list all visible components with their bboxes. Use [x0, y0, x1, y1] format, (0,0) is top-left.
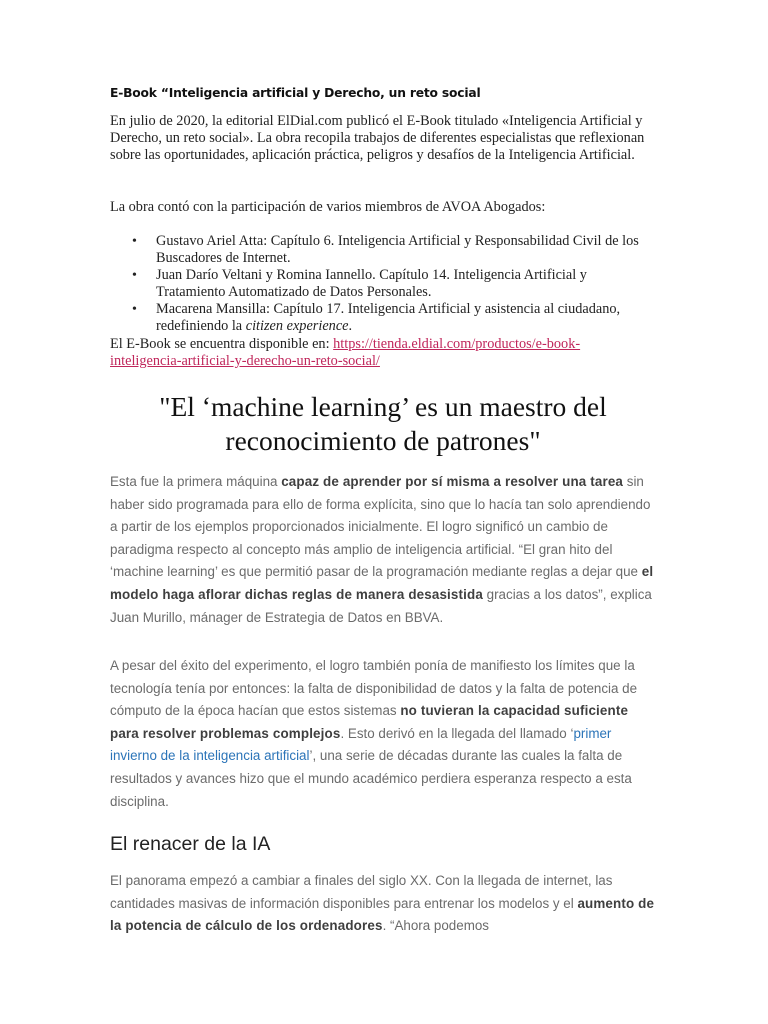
paragraph-text: gracias a los datos”, explica Juan Murillo, mánager de Estrategia de Datos en BBVA.: [110, 586, 652, 625]
list-item-end: .: [348, 318, 353, 334]
paragraph-text: ’, una serie de décadas durante las cuales la falta de resultados y avances hizo que el mundo académico perdiera esperanza respecto a esta disciplina.: [110, 748, 632, 809]
bold-text: no tuvieran la capacidad suficiente para resolver problemas complejos: [110, 703, 629, 741]
list-item: • Gustavo Ariel Atta: Capítulo 6. Inteligencia Artificial y Responsabilidad Civil de los Buscadores de Internet.: [110, 233, 650, 267]
renacer-paragraph: [110, 870, 660, 938]
paragraph-text: . Esto derivó en la llegada del llamado ‘: [340, 725, 574, 741]
citizen-experience-text: citizen experience: [245, 318, 349, 334]
paragraph-text: A pesar del éxito del experimento, el logro también ponía de manifiesto los límites que la tecnología tenía por entonces: la falta de disponibilidad de datos y la falta de potencia de cómputo de la época hacían que estos sistemas: [110, 658, 638, 719]
renacer-heading: El renacer de la IA: [110, 833, 271, 855]
paragraph-text: El panorama empezó a cambiar a finales del siglo XX. Con la llegada de internet, las cantidades masivas de información disponibles para entrenar los modelos y el: [110, 873, 613, 911]
list-item-text: Macarena Mansilla: Capítulo 17. Inteligencia Artificial y asistencia al ciudadano, redefiniendo la: [156, 301, 621, 334]
availability-paragraph: [110, 336, 650, 370]
paragraph-text: Esta fue la primera máquina: [110, 474, 282, 489]
bold-text: aumento de la potencia de cálculo de los ordenadores: [110, 895, 655, 934]
ebook-store-link[interactable]: https://tienda.eldial.com/productos/e-book-inteligencia-artificial-y-derecho-un-reto-social/: [110, 336, 581, 369]
machine-learning-paragraph-2: [110, 655, 660, 813]
participation-paragraph: La obra contó con la participación de varios miembros de AVOA Abogados:: [110, 199, 546, 215]
paragraph-text: . “Ahora podemos: [382, 918, 490, 934]
availability-text: El E-Book se encuentra disponible en:: [110, 336, 334, 352]
paragraph-text: sin haber sido programada para ello de forma explícita, sino que lo hacía tan solo aprendiendo a partir de los ejemplos proporcionados inicialmente. El logro significó un cambio de paradigma respecto al concepto más amplio de inteligencia artificial. “El gran hito del ‘machine learning’ es que permitió pasar de la programación mediante reglas a dejar que: [110, 474, 651, 580]
bold-text: capaz de aprender por sí misma a resolver una tarea: [281, 474, 624, 489]
ebook-intro-paragraph: En julio de 2020, la editorial ElDial.com publicó el E-Book titulado «Inteligencia Artificial y Derecho, un reto social». La obra recopila trabajos de diferentes especialistas que reflexionan sobre las oportunidades, aplicación práctica, peligros y desafíos de la Inteligencia Artificial.: [110, 113, 645, 163]
bold-text: el modelo haga aflorar dichas reglas de manera desasistida: [110, 564, 654, 602]
ebook-heading: E-Book “Inteligencia artificial y Derecho, un reto social: [110, 86, 481, 100]
list-item: • Juan Darío Veltani y Romina Iannello. Capítulo 14. Inteligencia Artificial y Tratamiento Automatizado de Datos Personales.: [110, 267, 650, 301]
authors-list: [110, 233, 650, 335]
machine-learning-heading: "El ‘machine learning’ es un maestro del reconocimiento de patrones": [159, 391, 607, 456]
list-item: [110, 301, 650, 335]
machine-learning-paragraph-1: [110, 471, 660, 629]
ai-winter-link[interactable]: primer invierno de la inteligencia artificial: [110, 725, 612, 764]
